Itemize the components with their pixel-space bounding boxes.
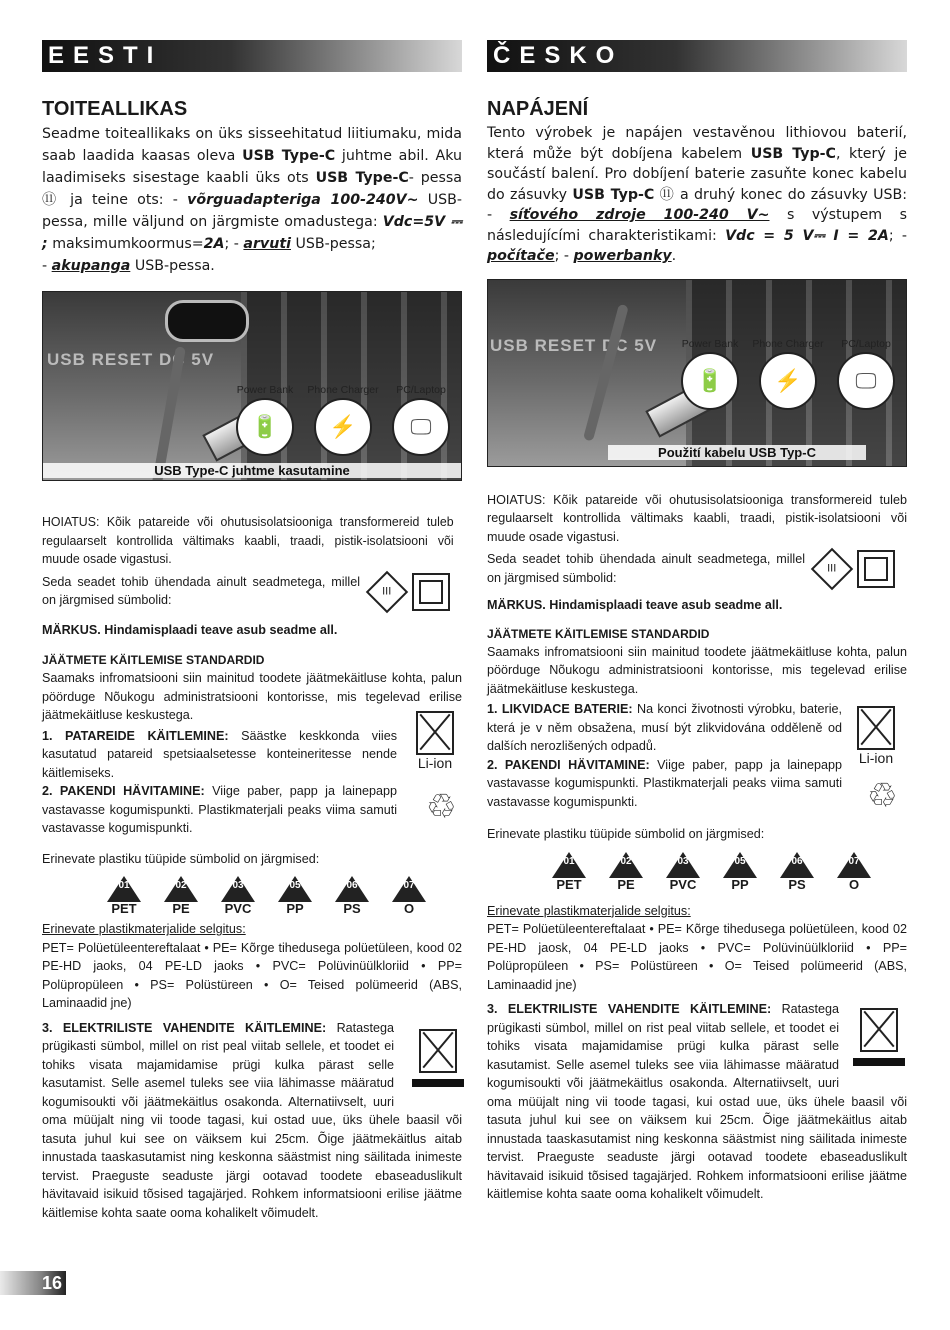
plastic-o: 07 O	[834, 852, 874, 892]
symbols-row	[487, 550, 907, 592]
phone-charger: Phone Charger ⚡	[307, 384, 379, 456]
column-czech	[487, 40, 907, 1204]
usb-cable-photo	[487, 279, 907, 467]
double-insulation-icon	[412, 573, 450, 611]
plastic-ps: 06 PS	[332, 876, 372, 916]
recycle-icon: ♲	[867, 777, 898, 815]
battery-section: 1. LIKVIDACE BATERIE: Na konci životnosti výrobku, baterie, která je v něm obsažena, musí být zlikvidována odděleně od dalších nerozlišených odpadů. 2. PAKENDI HÄVITAMINE: Viige paber, papp ja lainepapp vastavasse kogumispunkti. Plastikmaterjali peaks viima samuti vastavasse kogumispunkti. Li-ion ♲	[487, 702, 898, 815]
language-header: EESTI	[42, 40, 462, 72]
plastic-pp: 05 PP	[720, 852, 760, 892]
pc-laptop: PC/Laptop 🖵	[385, 384, 457, 456]
panel-label: USB RESET DC 5V	[47, 350, 215, 369]
plastic-pvc: 03 PVC	[218, 876, 258, 916]
note-text: MÄRKUS. Hindamisplaadi teave asub seadme all.	[42, 622, 338, 637]
plastic-legend-title: Erinevate plastikmaterjalide selgitus:	[487, 903, 691, 918]
compatible-devices	[674, 338, 902, 410]
electric-section: 3. ELEKTRILISTE VAHENDITE KÄITLEMINE: Ratastega prügikasti sümbol, millel on rist peal viitab sellele, et toodet ei tohiks visata majamidamise prügi kulka pärast selle kasutamist. Selle asemel tuleks see viia lähimasse määratud kogumisoukti või jäätmekäitlus osakonda. Alternatiivselt, uuri oma müüjalt ning vii toode tagasi, kui ostad uue, üks ühele baasil või tasuta juhul kui see on väiksem kui 25cm. Õige jäätmekäitlus aitab innustada taaskasutamist ning keskonna säästmist ning säilitada inimeste tervist. Praeguste seaduste järgi ootavad toodete ebaseaduslikult hävitavaid isikuid tõsised tagajärjed. Rohkem informatsiooni erilise jäätme käitlemise kohta saate ooma kohalikelt võimudelt.	[487, 1002, 907, 1201]
photo-caption: USB Type-C juhtme kasutamine	[43, 463, 461, 478]
power-bank: Power Bank 🔋	[674, 338, 746, 410]
plastic-pe: 02 PE	[606, 852, 646, 892]
plastic-pet: 01 PET	[549, 852, 589, 892]
li-ion-label: Li-ion	[417, 754, 453, 771]
li-ion-label: Li-ion	[858, 750, 894, 766]
plastic-legend: PET= Polüetüleentereftalaat • PE= Kõrge tihedusega polüetüleen, kood 02 PE-HD jaosk, 04 PE-LD jaoks • PVC= Polüvinüülkloriid • PP= Polüpropüleen • PS= Polüstüreen • O= Teised polümeerid (ABS, Laminaadid jne)	[487, 922, 907, 992]
battery-icon: 🔋	[681, 352, 739, 410]
class-iii-icon: III	[811, 548, 853, 590]
battery-section: 1. PATAREIDE KÄITLEMINE: Säästke keskkonda viies kasutatud patareid spetsiaalsetesse konteineritesse nende käitlemiseks. 2. PAKENDI HÄVITAMINE: Viige paber, papp ja lainepapp vastavasse kogumispunkti. Plastikmaterjali peaks viima samuti vastavasse kogumispunkti. Li-ion ♲	[42, 727, 462, 838]
plastic-legend-title: Erinevate plastikmaterjalide selgitus:	[42, 922, 246, 936]
cable	[583, 303, 629, 441]
waste-heading: JÄÄTMETE KÄITLEMISE STANDARDID	[487, 626, 710, 641]
panel-label: USB RESET DC 5V	[490, 335, 658, 355]
plastic-pp: 05 PP	[275, 876, 315, 916]
crossed-bin-icon	[857, 706, 895, 766]
symbols-text: Seda seadet tohib ühendada ainult seadmetega, millel on järgmised sümbolid:	[42, 574, 360, 607]
crossed-bin-icon-electric	[412, 1029, 464, 1087]
power-bank: Power Bank 🔋	[229, 384, 301, 456]
usb-cable-photo	[42, 291, 462, 481]
phone-charger: Phone Charger ⚡	[752, 338, 824, 410]
plastic-ps: 06 PS	[777, 852, 817, 892]
plastic-intro: Erinevate plastiku tüüpide sümbolid on järgmised:	[487, 827, 765, 841]
bin-bar	[853, 1058, 905, 1066]
compatible-devices	[229, 384, 457, 456]
page-number: 16	[0, 1271, 66, 1295]
plastic-pvc: 03 PVC	[663, 852, 703, 892]
column-estonian	[42, 40, 462, 1222]
double-insulation-icon	[857, 550, 895, 588]
symbols-row	[42, 573, 462, 615]
pc-laptop: PC/Laptop 🖵	[830, 338, 902, 410]
plastic-legend: PET= Polüetüleentereftalaat • PE= Kõrge tihedusega polüetüleen, kood 02 PE-HD jaoks, 04 PE-LD jaoks • PVC= Polüvinüülkloriid • PP= Polüpropüleen • PS= Polüstüreen • O= Teised polümeerid (ABS, Laminaadid jne)	[42, 940, 462, 1010]
plastic-symbols	[104, 876, 462, 916]
usb-c-port	[165, 300, 249, 342]
intro-paragraph: Tento výrobek je napájen vestavěnou lithiovou baterií, která může být dobíjena kabelem USB Typ-C, který je součástí balení. Pro dobíjení baterie zasuňte konec kabelu do zásuvky USB Typ-C ⑪ a druhý konec do zásuvky USB: - síťového zdroje 100-240 V~ s výstupem s následujícími charakteristikami: Vdc = 5 V⎓ I = 2A; - počítače; - powerbanky.	[487, 125, 908, 264]
warning-text: HOIATUS: Kõik patareide või ohutusisolatsiooniga transformereid tuleb regulaarselt kontrollida vältimaks kaabli, traadi, pistik-isolatsiooni või muude osade vigastusi.	[487, 492, 907, 544]
section-title: NAPÁJENÍ	[487, 98, 589, 120]
intro-paragraph: Seadme toiteallikaks on üks sisseehitatud liitiumaku, mida saab laadida kaasas oleva USB Type-C juhtme abil. Aku laadimiseks sisestage kaabli üks ots USB Type-C- pessa ⑪ ja teine ots: - võrguadapteriga 100-240V~ USB-pessa, mille väljund on järgmiste omadustega: Vdc=5V ⎓ ; maksimumkoormus=2A; - arvuti USB-pessa; - akupanga USB-pessa.	[42, 126, 462, 274]
waste-heading: JÄÄTMETE KÄITLEMISE STANDARDID	[42, 653, 265, 667]
waste-text: Saamaks infromatsiooni siin mainitud toodete jäätmekäitluse kohta, palun pöörduge Nõukogu administratsiooni kontorisse, mis tegelevad erilise jäätmekäitluse keskustega.	[42, 671, 462, 722]
plastic-pet: 01 PET	[104, 876, 144, 916]
electric-section: 3. ELEKTRILISTE VAHENDITE KÄITLEMINE: Ratastega prügikasti sümbol, millel on rist peal viitab sellele, et toodet ei tohiks visata majamidamise prügi kulka pärast selle kasutamist. Selle asemel tuleks see viia lähimasse määratud kogumisoukti või jäätmekäitlus osakonda. Alternatiivselt, uuri oma müüjalt ning vii toode tagasi, kui ostad uue, üks ühele baasil või tasuta juhul kui see on väiksem kui 25cm. Õige jäätmekäitlus aitab innustada taaskasutamist ning keskonna säästmist ning säilitada inimeste tervist. Praeguste seaduste järgi ootavad toodete ebaseaduslikult hävitavaid isikuid tõsised tagajärjed. Rohkem informatsiooni erilise jäätme käitlemise kohta saate ooma kohalikelt võimudelt.	[42, 1020, 462, 1220]
crossed-bin-icon-electric	[853, 1008, 905, 1066]
plastic-pe: 02 PE	[161, 876, 201, 916]
class-iii-icon: III	[366, 570, 408, 612]
bin-bar	[412, 1079, 464, 1087]
plug-icon: ⚡	[759, 352, 817, 410]
monitor-icon: 🖵	[837, 352, 895, 410]
plastic-o: 07 O	[389, 876, 429, 916]
monitor-icon: 🖵	[392, 398, 450, 456]
crossed-bin-icon	[416, 711, 454, 771]
language-header: ČESKO	[487, 40, 907, 72]
plug-icon: ⚡	[314, 398, 372, 456]
note-text: MÄRKUS. Hindamisplaadi teave asub seadme all.	[487, 598, 783, 612]
symbols-text: Seda seadet tohib ühendada ainult seadmetega, millel on järgmised sümbolid:	[487, 552, 805, 585]
warning-text: HOIATUS: Kõik patareide või ohutusisolatsiooniga transformereid tuleb regulaarselt kontrollida vältimaks kaabli, traadi, pistik-isolatsiooni või muude osade vigastusi.	[42, 515, 454, 566]
photo-caption: Použití kabelu USB Typ-C	[608, 445, 866, 460]
waste-text: Saamaks infromatsiooni siin mainitud toodete jäätmekäitluse kohta, palun pöörduge Nõukogu administratsiooni kontorisse, mis tegelevad erilise jäätmekäitluse keskustega.	[487, 644, 907, 696]
recycle-icon: ♲	[426, 787, 457, 826]
battery-icon: 🔋	[236, 398, 294, 456]
section-title: TOITEALLIKAS	[42, 98, 188, 120]
plastic-intro: Erinevate plastiku tüüpide sümbolid on järgmised:	[42, 851, 320, 866]
plastic-symbols	[549, 852, 907, 892]
